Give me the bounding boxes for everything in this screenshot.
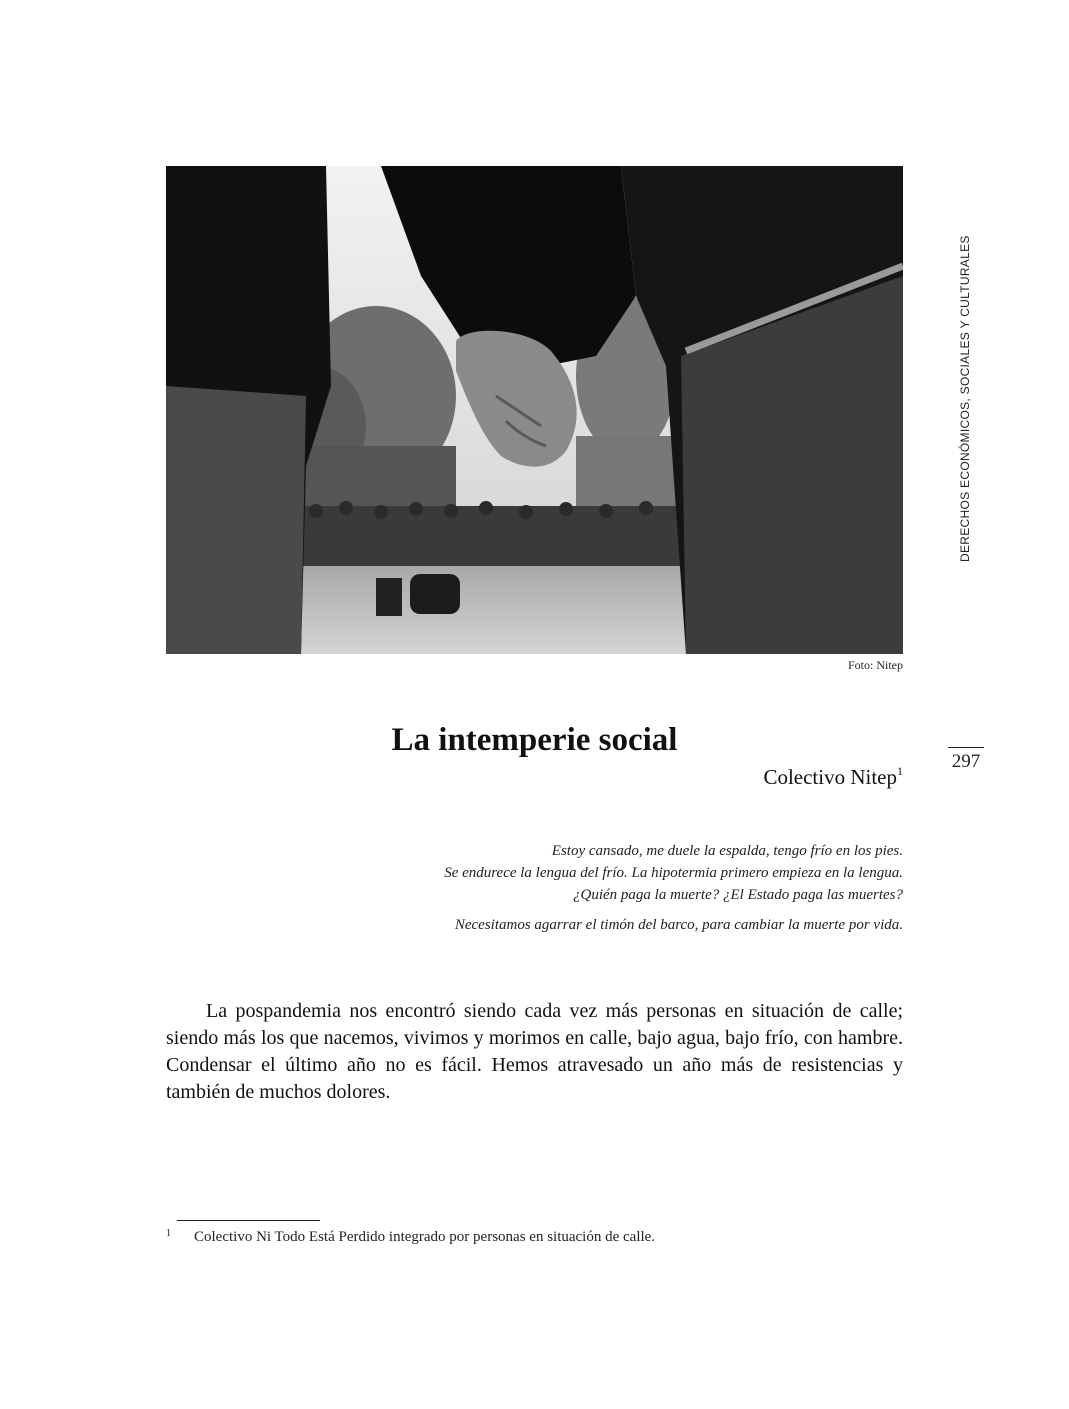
article-author	[763, 764, 903, 790]
footnote	[166, 1228, 903, 1246]
author-name: Colectivo Nitep	[763, 765, 897, 789]
body-paragraph: La pospandemia nos encontró siendo cada vez más personas en situación de calle; siendo más los que nacemos, vivimos y morimos en calle, bajo agua, bajo frío, con hambre. Condensar el último año no es fácil. Hemos atravesado un año más de resistencias y también de muchos dolores.	[166, 1000, 903, 1103]
photo-illustration	[166, 166, 903, 654]
article-photo	[166, 166, 903, 654]
epigraph-line: Estoy cansado, me duele la espalda, tengo frío en los pies.	[551, 843, 903, 859]
footnote-number: 1	[166, 1228, 171, 1239]
footnote-divider	[177, 1220, 320, 1221]
epigraph-line: Se endurece la lengua del frío. La hipotermia primero empieza en la lengua.	[444, 865, 903, 881]
epigraph	[303, 840, 903, 936]
epigraph-line: ¿Quién paga la muerte? ¿El Estado paga las muertes?	[573, 887, 903, 903]
footnote-text: Colectivo Ni Todo Está Perdido integrado por personas en situación de calle.	[194, 1229, 656, 1245]
photo-credit: Foto: Nitep	[847, 658, 903, 672]
page-number: 297	[948, 747, 984, 773]
running-head: DERECHOS ECONÓMICOS, SOCIALES Y CULTURALES	[958, 235, 972, 562]
footnote-ref[interactable]: 1	[897, 764, 903, 778]
article-title: La intemperie social	[391, 722, 678, 758]
epigraph-closing: Necesitamos agarrar el timón del barco, para cambiar la muerte por vida.	[454, 917, 903, 933]
